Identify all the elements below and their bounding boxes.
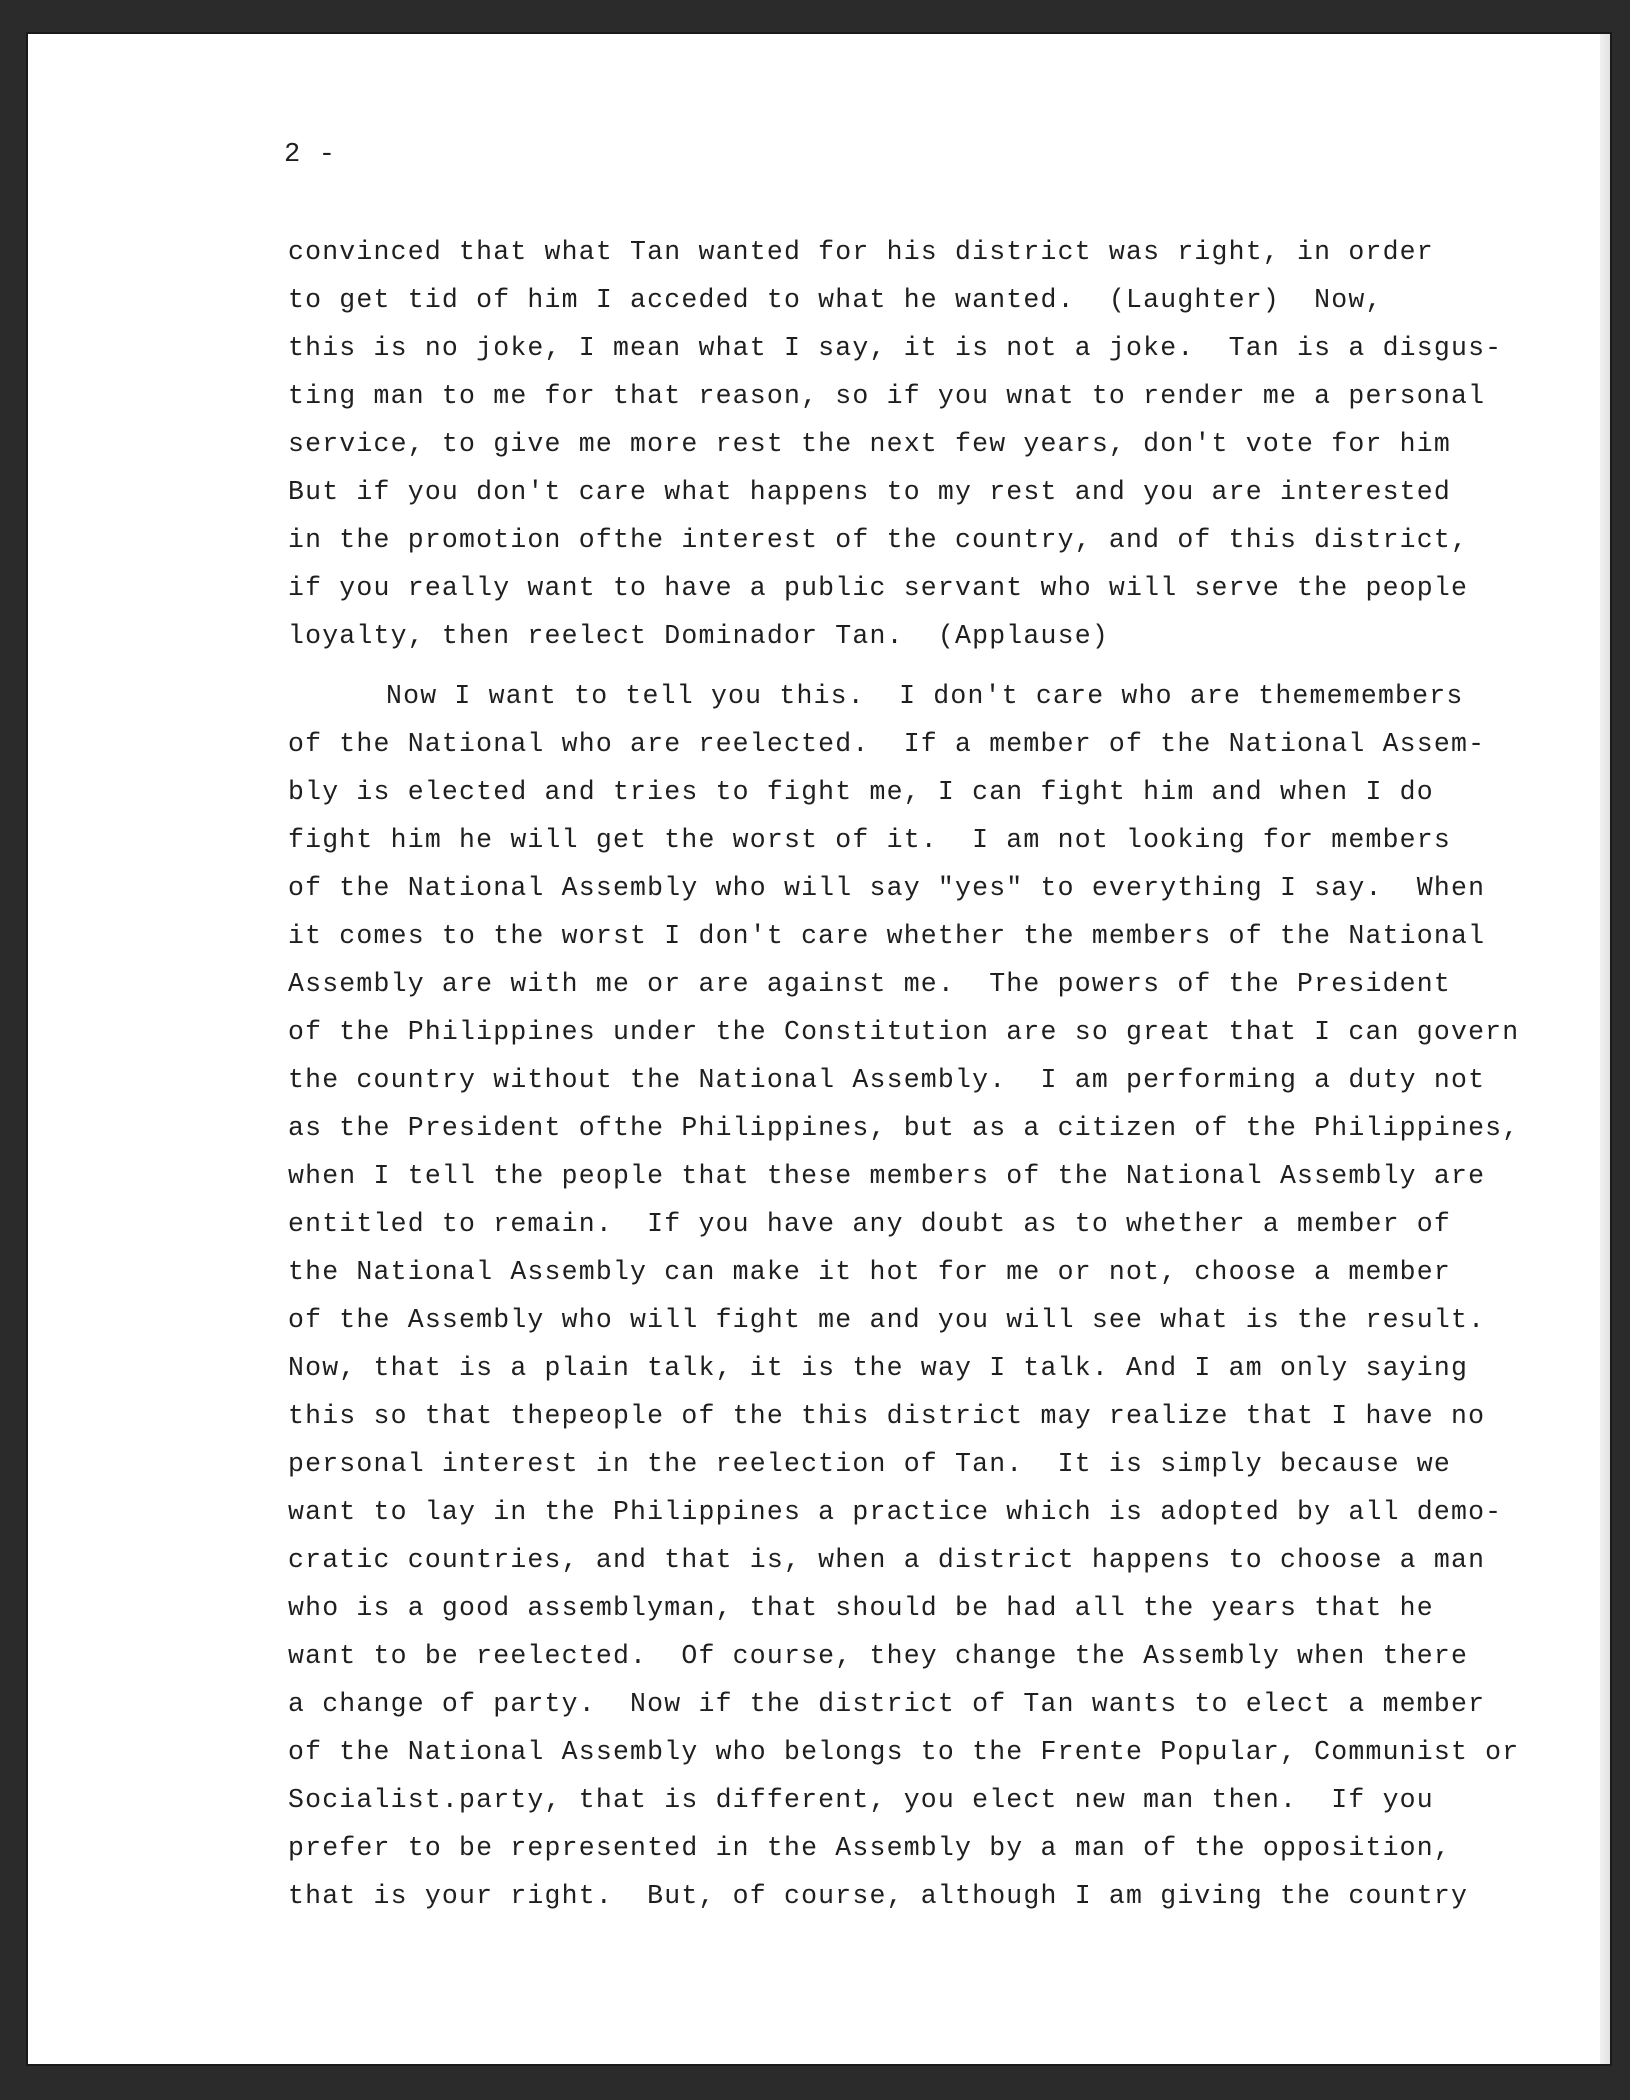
text-line: the country without the National Assembly. I am performing a duty not (288, 1065, 1486, 1095)
text-line: Socialist.party, that is different, you elect new man then. If you (288, 1785, 1434, 1815)
text-line: convinced that what Tan wanted for his district was right, in order (288, 237, 1434, 267)
text-line: Assembly are with me or are against me. The powers of the President (288, 969, 1451, 999)
text-line: Now I want to tell you this. I don't care who are thememembers (386, 681, 1464, 711)
text-line: cratic countries, and that is, when a district happens to choose a man (288, 1545, 1486, 1575)
text-line: if you really want to have a public servant who will serve the people (288, 573, 1469, 603)
text-line: as the President ofthe Philippines, but as a citizen of the Philippines, (288, 1113, 1520, 1143)
text-line: prefer to be represented in the Assembly by a man of the opposition, (288, 1833, 1451, 1863)
paragraph-gap (288, 660, 1498, 672)
text-line: a change of party. Now if the district of Tan wants to elect a member (288, 1689, 1486, 1719)
text-line: it comes to the worst I don't care whether the members of the National (288, 921, 1486, 951)
text-line: service, to give me more rest the next few years, don't vote for him (288, 429, 1451, 459)
page-number: 2 - (284, 140, 337, 170)
text-line: want to lay in the Philippines a practice which is adopted by all demo- (288, 1497, 1503, 1527)
text-line: of the Philippines under the Constitution are so great that I can govern (288, 1017, 1520, 1047)
text-line: fight him he will get the worst of it. I am not looking for members (288, 825, 1451, 855)
text-line: loyalty, then reelect Dominador Tan. (Applause) (288, 621, 1109, 651)
text-line: bly is elected and tries to fight me, I can fight him and when I do (288, 777, 1434, 807)
document-page (28, 34, 1610, 2064)
text-line: the National Assembly can make it hot for me or not, choose a member (288, 1257, 1451, 1287)
text-line: of the Assembly who will fight me and you will see what is the result. (288, 1305, 1486, 1335)
text-line: entitled to remain. If you have any doubt as to whether a member of (288, 1209, 1451, 1239)
text-line: this is no joke, I mean what I say, it is not a joke. Tan is a disgus- (288, 333, 1503, 363)
text-line: ting man to me for that reason, so if you wnat to render me a personal (288, 381, 1486, 411)
text-line: But if you don't care what happens to my rest and you are interested (288, 477, 1451, 507)
text-line: Now, that is a plain talk, it is the way I talk. And I am only saying (288, 1353, 1469, 1383)
text-line: of the National Assembly who belongs to the Frente Popular, Communist or (288, 1737, 1520, 1767)
page-edge-shadow (1600, 34, 1610, 2064)
text-line: personal interest in the reelection of Tan. It is simply because we (288, 1449, 1451, 1479)
text-line: of the National who are reelected. If a member of the National Assem- (288, 729, 1486, 759)
text-line: who is a good assemblyman, that should be had all the years that he (288, 1593, 1434, 1623)
body-text (288, 228, 1520, 1920)
text-line: to get tid of him I acceded to what he wanted. (Laughter) Now, (288, 285, 1383, 315)
text-line: in the promotion ofthe interest of the country, and of this district, (288, 525, 1469, 555)
text-line: when I tell the people that these members of the National Assembly are (288, 1161, 1486, 1191)
text-line: this so that thepeople of the this district may realize that I have no (288, 1401, 1486, 1431)
text-line: of the National Assembly who will say "yes" to everything I say. When (288, 873, 1486, 903)
text-line: want to be reelected. Of course, they change the Assembly when there (288, 1641, 1469, 1671)
text-line: that is your right. But, of course, although I am giving the country (288, 1881, 1469, 1911)
